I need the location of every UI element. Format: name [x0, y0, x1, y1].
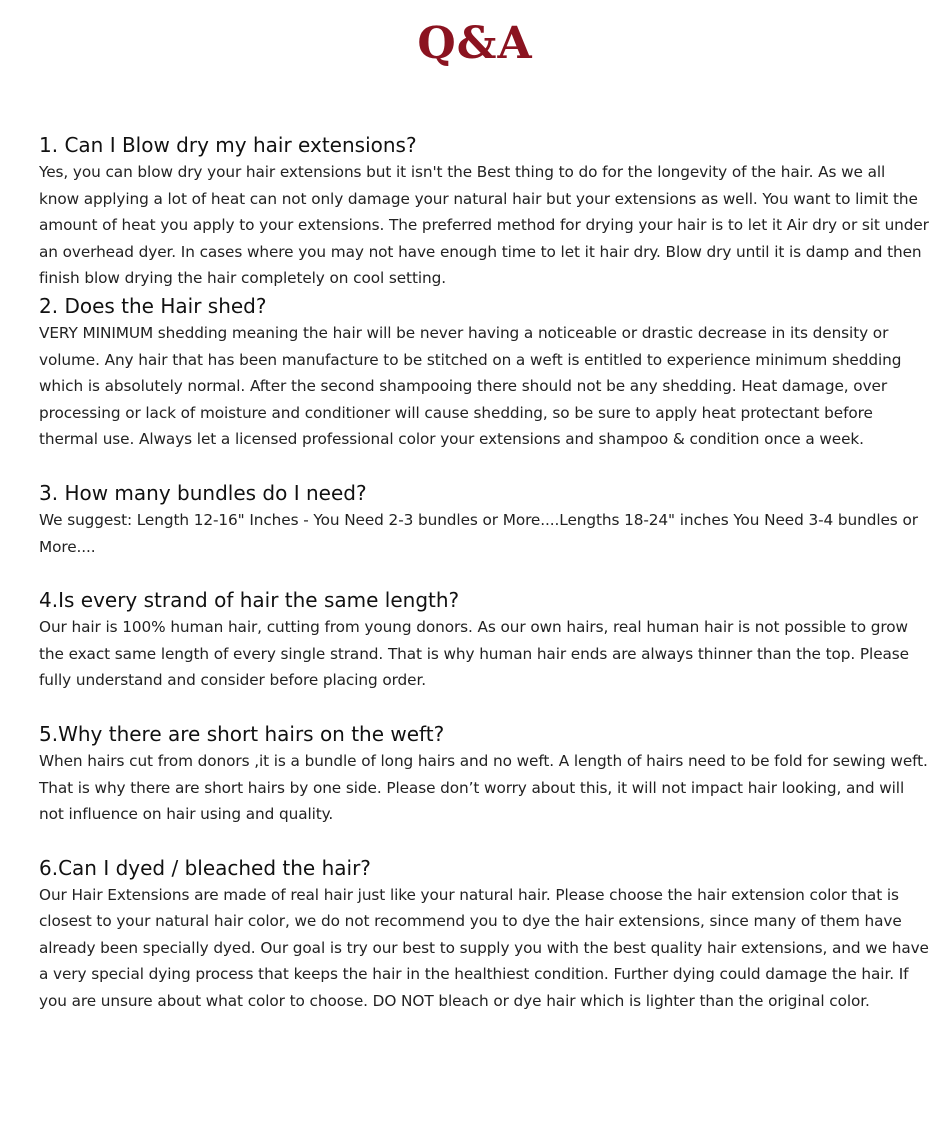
question-heading: 2. Does the Hair shed? [39, 293, 267, 318]
answer-paragraph: VERY MINIMUM shedding meaning the hair will be never having a noticeable or drastic decrease in its density or volume. Any hair that has been manufacture to be stitched on a weft is entitled to experience minimum shedding which is absolutely normal. After the second shampooing there should not be any shedding. Heat damage, over processing or lack of moisture and conditioner will cause shedding, so be sure to apply heat protectant before thermal use. Always let a licensed professional color your extensions and shampoo & condition once a week. [39, 323, 902, 449]
answer-text [39, 882, 929, 1015]
qa-item-short-hairs [39, 720, 929, 828]
answer-text [39, 614, 929, 694]
question-heading: 3. How many bundles do I need? [39, 480, 367, 505]
answer-text [39, 748, 929, 828]
question-heading: 6.Can I dyed / bleached the hair? [39, 855, 371, 880]
answer-paragraph: Yes, you can blow dry your hair extensions but it isn't the Best thing to do for the longevity of the hair. As we all know applying a lot of heat can not only damage your natural hair but your extensions as well. You want to limit the amount of heat you apply to your extensions. The preferred method for drying your hair is to let it Air dry or sit under an overhead dyer. In cases where you may not have enough time to let it hair dry. Blow dry until it is damp and then finish blow drying the hair completely on cool setting. [39, 163, 929, 288]
answer-paragraph: Our Hair Extensions are made of real hair just like your natural hair. Please choose the hair extension color that is closest to your natural hair color, we do not recommend you to dye the hair extensions, since many of them have already been specially dyed. Our goal is try our best to supply you with the best quality hair extensions, and we have a very special dying process that keeps the hair in the healthiest condition. Further dying could damage the hair. If you are unsure about what color to choose. DO NOT bleach or dye hair which is lighter than the original color. [39, 885, 929, 1011]
answer-paragraph: That is why there are short hairs by one side. Please don’t worry about this, it will not impact hair looking, and will not influence on hair using and quality. [39, 778, 905, 824]
qa-item-blow-dry [39, 131, 929, 292]
answer-text [39, 320, 929, 453]
qa-list [39, 131, 929, 1015]
answer-text [39, 159, 929, 292]
answer-paragraph: We suggest: Length 12-16" Inches - You Need 2-3 bundles or More....Lengths 18-24" inches You Need 3-4 bundles or More.... [39, 510, 918, 556]
question-heading: 4.Is every strand of hair the same length? [39, 588, 460, 613]
question-heading: 5.Why there are short hairs on the weft? [39, 721, 445, 746]
answer-text [39, 507, 929, 560]
qa-item-bundles [39, 479, 929, 560]
page-title: Q&A [417, 18, 533, 69]
qa-item-shedding [39, 292, 929, 453]
qa-item-strand-length [39, 586, 929, 694]
qa-item-dye-bleach [39, 854, 929, 1015]
answer-paragraph: Our hair is 100% human hair, cutting from young donors. As our own hairs, real human hair is not possible to grow the exact same length of every single strand. That is why human hair ends are always thinner than the top. Please fully understand and consider before placing order. [39, 618, 909, 690]
question-heading: 1. Can I Blow dry my hair extensions? [39, 133, 417, 157]
answer-paragraph: When hairs cut from donors ,it is a bundle of long hairs and no weft. A length of hairs need to be fold for sewing weft. [39, 751, 928, 770]
